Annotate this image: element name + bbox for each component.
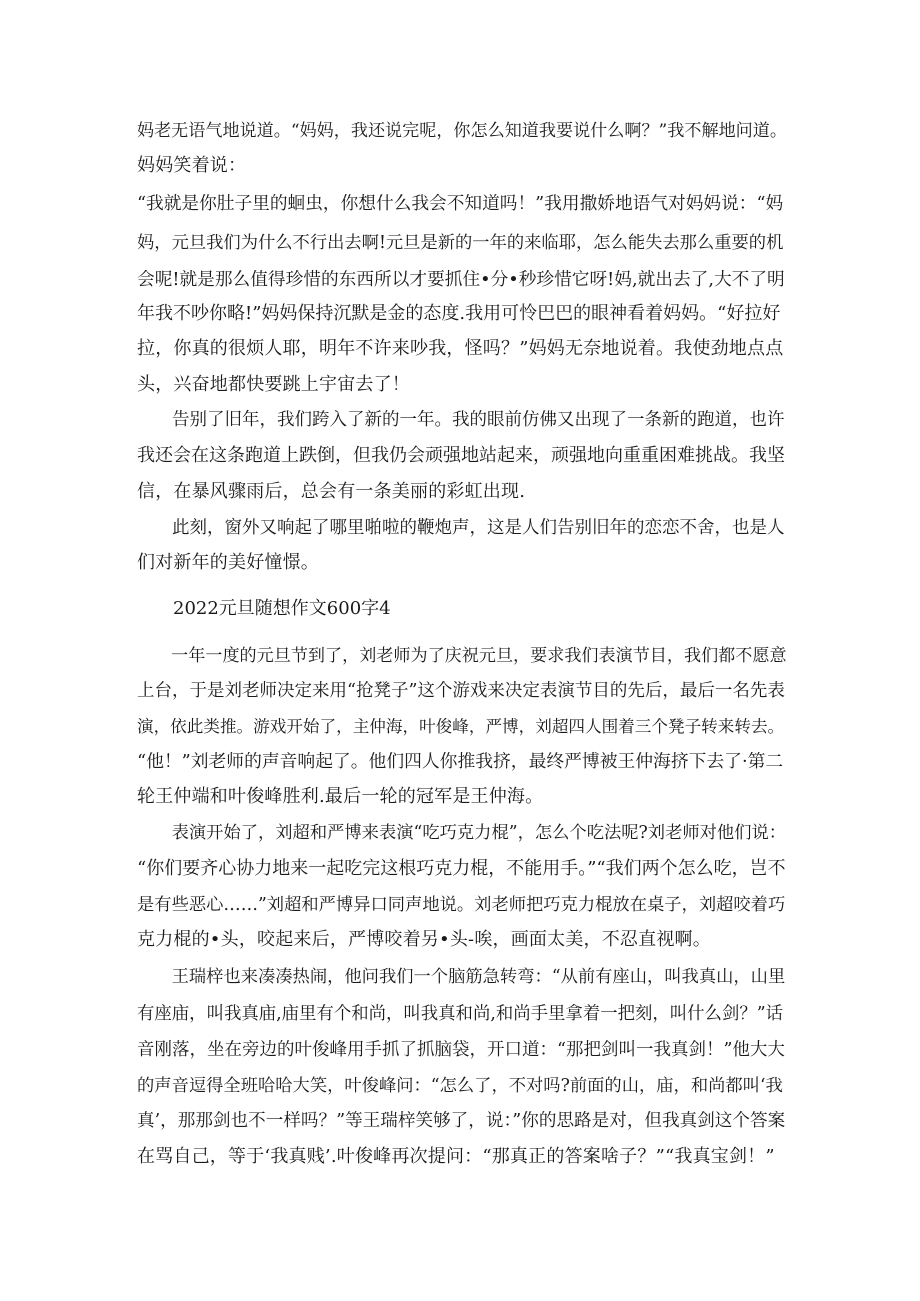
text-line: 拉，你真的很烦人耶，明年不许来吵我，怪吗？”妈妈无奈地说着。我使劲地点点 (137, 338, 784, 359)
text-line: 告别了旧年，我们跨入了新的一年。我的眼前仿佛又出现了一条新的跑道，也许 (137, 410, 785, 430)
text-line: 轮王仲端和叶俊峰胜利.最后一轮的冠军是王仲海。 (137, 786, 544, 807)
text-line: 克力棍的•头，咬起来后，严博咬着另•头-唉，画面太美，不忍直视啊。 (137, 929, 711, 950)
text-line: 演，依此类推。游戏开始了，主仲海，叶俊峰，严博，刘超四人围着三个凳子转来转去。 (137, 717, 785, 736)
text-line: 有座庙，叫我真庙,庙里有个和尚，叫我真和尚,和尚手里拿着一把刻，叫什么剑？”话 (137, 1004, 784, 1024)
text-line: 妈，元旦我们为什么不行出去啊!元旦是新的一年的来临耶，怎么能失去那么重要的机 (137, 233, 784, 253)
text-line: 王瑞梓也来凑凑热闹，他问我们一个脑筋急转弯：“从前有座山，叫我真山，山里 (137, 967, 786, 987)
text-line: 信，在暴风骤雨后，总会有一条美丽的彩虹出现. (137, 481, 526, 502)
text-line: 音刚落，坐在旁边的叶俊峰用手抓了抓脑袋，开口道：“那把剑叫一我真剑！”他大大 (137, 1040, 785, 1060)
text-line: 会呢!就是那么值得珍惜的东西所以才要抓住•分•秒珍惜它呀!妈,就出去了,大不了明 (137, 270, 785, 290)
text-line: 真’，那那剑也不一样吗？”等王瑞梓笑够了，说：”你的思路是对，但我真剑这个答案 (137, 1111, 786, 1131)
text-line: 上台，于是刘老师决定来用“抢凳子”这个游戏来决定表演节目的先后，最后一名先表 (137, 681, 785, 701)
text-line: 妈老无语气地说道。“妈妈，我还说完呢，你怎么知道我要说什么啊？”我不解地问道。 (137, 121, 787, 141)
text-line: 是有些恶心……”刘超和严博异口同声地说。刘老师把巧克力棍放在桌子，刘超咬着巧 (137, 895, 786, 915)
text-line: “我就是你肚子里的蛔虫，你想什么我会不知道吗！”我用撒娇地语气对妈妈说：“妈 (137, 194, 784, 214)
text-line: 在骂自己，等于‘我真贱’.叶俊峰再次提问：“那真正的答案啥子？”“我真宝剑！” (137, 1146, 775, 1167)
text-line: 的声音逗得全班哈哈大笑，叶俊峰问：“怎么了，不对吗?前面的山，庙，和尚都叫‘我 (137, 1076, 783, 1096)
text-line: 头，兴奋地都快要跳上宇宙去了！ (137, 374, 410, 395)
text-line: 表演开始了，刘超和严博来表演“吃巧克力棍”，怎么个吃法呢?刘老师对他们说： (137, 823, 787, 843)
text-line: 此刻，窗外又响起了哪里啪啦的鞭炮声，这是人们告别旧年的恋恋不舍，也是人 (137, 518, 785, 538)
text-line: “他！”刘老师的声音响起了。他们四人你推我挤，最终严博被王仲海挤下去了·第二 (137, 751, 784, 772)
text-line: 一年一度的元旦节到了，刘老师为了庆祝元旦，要求我们表演节目，我们都不愿意 (137, 646, 787, 666)
section-heading: 2022元旦随想作文600字4 (173, 598, 391, 619)
text-line: 们对新年的美好憧憬。 (137, 552, 319, 573)
text-line: 妈妈笑着说： (137, 155, 247, 176)
text-line: “你们要齐心协力地来一起吃完这根巧克力棍，不能用手。”“我们两个怎么吃，岂不 (137, 858, 786, 879)
text-line: 我还会在这条跑道上跌倒，但我仍会顽强地站起来，顽强地向重重困难挑战。我坚 (137, 445, 785, 466)
text-line: 年我不吵你略!”妈妈保持沉默是金的态度.我用可怜巴巴的眼神看着妈妈。“好拉好 (137, 303, 781, 324)
